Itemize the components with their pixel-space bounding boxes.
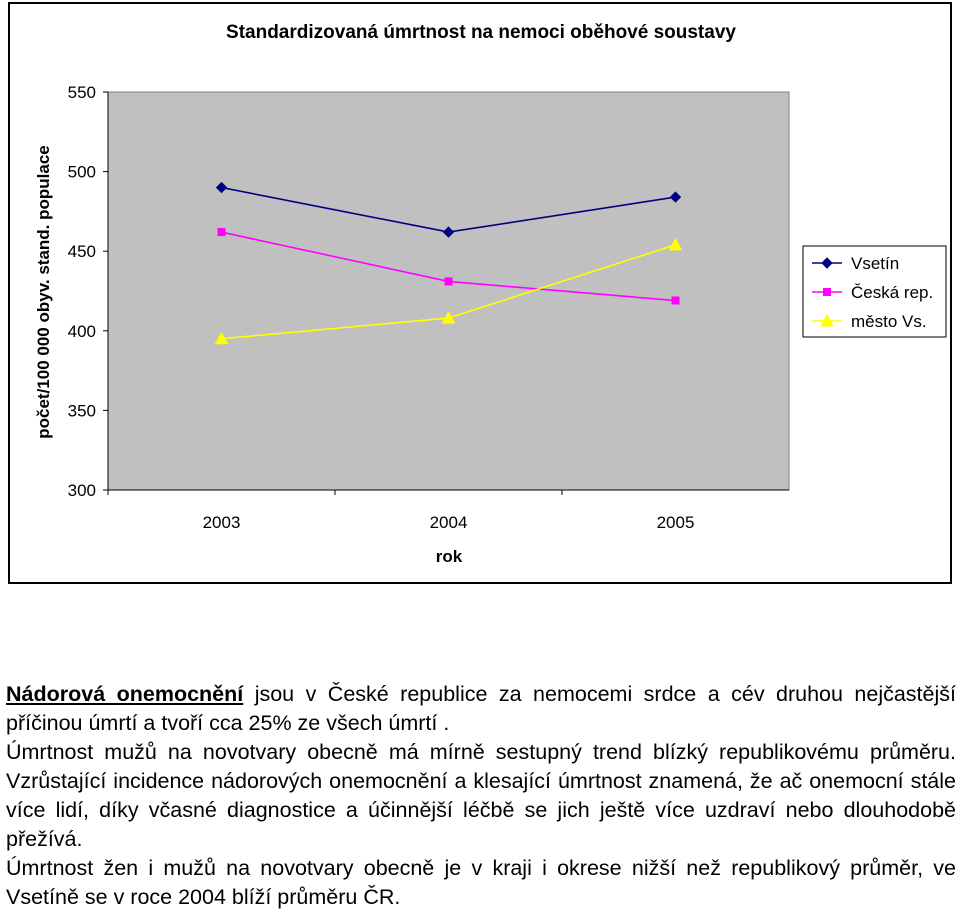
x-tick-label: 2004 — [429, 513, 468, 532]
body-text — [6, 680, 956, 912]
y-tick-label: 350 — [67, 401, 96, 421]
y-axis-label: počet/100 000 obyv. stand. populace — [34, 145, 53, 439]
paragraph-3: Úmrtnost žen i mužů na novotvary obecně je v kraji i okrese nižší než republikový průměr, ve Vsetíně se v roce 2004 blíží průměru ČR. — [6, 856, 956, 909]
x-axis-label: rok — [435, 547, 463, 566]
y-tick-label: 450 — [67, 242, 96, 262]
paragraph-1 — [6, 680, 956, 738]
highlight-term: Nádorová onemocnění — [6, 682, 244, 706]
paragraph-1-text: jsou v České republice za nemocemi srdce a cév druhou nejčastější příčinou úmrtí a tvoří cca 25% ze všech úmrtí . — [6, 682, 956, 735]
y-tick-label: 400 — [67, 321, 96, 341]
legend-label: Česká rep. — [851, 283, 934, 302]
y-tick-label: 550 — [67, 83, 96, 102]
plot-area — [108, 92, 789, 490]
paragraph-2: Úmrtnost mužů na novotvary obecně má mírně sestupný trend blízký republikovému průměru. Vzrůstající incidence nádorových onemocnění a klesající úmrtnost znamená, že ač onemocní stále více lidí, díky včasné diagnostice a účinnější léčbě se jich ještě více uzdraví nebo dlouhodobě přežívá. — [6, 740, 956, 851]
chart-title: Standardizovaná úmrtnost na nemoci oběhové soustavy — [226, 22, 736, 43]
y-tick-label: 300 — [67, 481, 96, 500]
x-tick-label: 2003 — [202, 513, 241, 532]
data-point — [218, 228, 226, 236]
legend — [803, 246, 946, 337]
legend-marker — [823, 288, 831, 296]
y-tick-label: 500 — [67, 162, 96, 182]
x-tick-label: 2005 — [656, 513, 695, 532]
data-point — [672, 297, 680, 305]
data-point — [445, 277, 453, 285]
legend-label: Vsetín — [851, 254, 900, 273]
legend-label: město Vs. — [851, 312, 927, 331]
